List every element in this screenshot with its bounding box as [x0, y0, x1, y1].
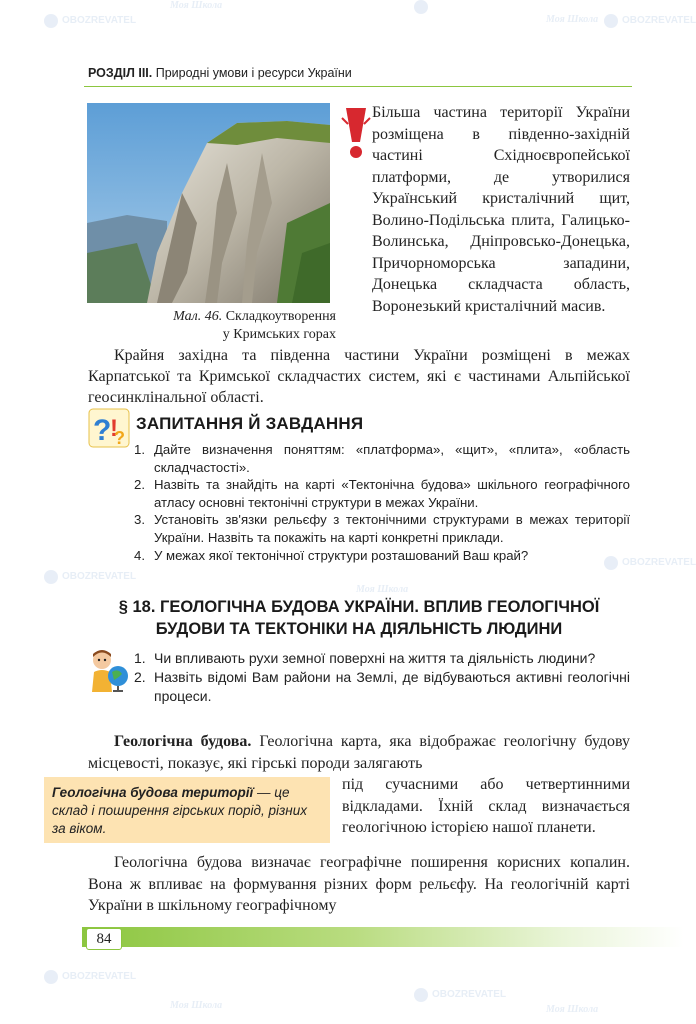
watermark-school: Моя Школа	[170, 0, 223, 11]
minerals-paragraph: Геологічна будова визначає географічне поширення корисних копалин. Вона ж впливає на формування різних форм рельєфу. На геологічній карті України в шкільному географічному	[88, 854, 630, 914]
header-divider	[84, 86, 632, 87]
watermark-logo-icon	[44, 570, 58, 584]
paragraph-text: Геологічна карта, яка відображає геологічну будову місцевості, показує, які гірські породи залягають	[88, 733, 631, 772]
paragraph-title	[88, 596, 630, 640]
watermark-school: Моя Школа	[546, 1004, 599, 1015]
preliminary-question-item	[134, 668, 630, 706]
svg-text:?: ?	[93, 414, 112, 447]
question-number: 3.	[134, 512, 145, 528]
watermark-logo-icon	[44, 14, 58, 28]
figure-caption-line2: у Кримських горах	[222, 327, 336, 342]
watermark-brand: OBOZREVATEL	[432, 989, 507, 1000]
questions-title: ЗАПИТАННЯ Й ЗАВДАННЯ	[136, 414, 364, 433]
watermark-brand: OBOZREVATEL	[62, 571, 137, 582]
watermark-logo-icon	[414, 988, 428, 1002]
watermark-school: Моя Школа	[170, 1000, 223, 1011]
question-number: 1.	[134, 650, 146, 666]
watermark-brand: OBOZREVATEL	[62, 971, 137, 982]
exclamation-icon	[340, 106, 374, 164]
questions-list	[134, 441, 630, 564]
definition-rest: — це склад і поширення гірських порід, різних за віком.	[52, 785, 307, 836]
watermark-logo-icon	[44, 970, 58, 984]
question-item	[134, 547, 630, 565]
section-header	[88, 66, 352, 80]
question-text: Чи впливають рухи земної поверхні на життя та діяльність людини?	[154, 650, 596, 666]
question-item	[134, 441, 630, 476]
section-label: РОЗДІЛ ІІІ.	[88, 66, 153, 80]
question-marks-icon	[88, 406, 132, 450]
question-number: 4.	[134, 547, 145, 563]
svg-text:!: !	[110, 415, 118, 442]
watermark-brand: OBOZREVATEL	[622, 557, 696, 568]
question-text: Назвіть відомі Вам райони на Землі, де відбуваються активні геологічні процеси.	[154, 669, 630, 704]
definition-term: Геологічна будова території	[52, 785, 254, 800]
watermark-brand: OBOZREVATEL	[622, 15, 696, 26]
page-number: 84	[86, 928, 122, 950]
geological-structure-paragraph	[88, 731, 630, 774]
paragraph-title-line1: § 18. ГЕОЛОГІЧНА БУДОВА УКРАЇНИ. ВПЛИВ ГЕОЛОГІЧНОЇ	[118, 598, 600, 616]
paragraph-title-line2: БУДОВИ ТА ТЕКТОНІКИ НА ДІЯЛЬНІСТЬ ЛЮДИНИ	[155, 620, 563, 638]
question-text: У межах якої тектонічної структури розташований Ваш край?	[154, 547, 529, 563]
watermark-school: Моя Школа	[546, 14, 599, 25]
section-title: Природні умови і ресурси України	[155, 66, 352, 80]
question-number: 1.	[134, 442, 145, 457]
question-text: Дайте визначення поняттям: «платформа», «щит», «плита», «область складчастості».	[154, 442, 630, 475]
definition-text	[52, 784, 324, 838]
continuation-paragraph: під сучасними або четвертинними відкладами. Їхній склад визначається геологічною історією нашої планети.	[342, 776, 630, 836]
question-text: Назвіть та знайдіть на карті «Тектонічна будова» шкільного географічного атласу основні тектонічні структури в межах України.	[154, 477, 630, 510]
preliminary-questions	[134, 649, 630, 706]
watermark-logo-icon	[604, 14, 618, 28]
svg-text:?: ?	[114, 428, 125, 448]
question-text: Установіть зв'язки рельєфу з тектонічними структурами в межах території України. Назвіть та покажіть на карті конкретні приклади.	[154, 512, 630, 545]
tectonic-paragraph: Крайня західна та південна частини України розміщені в межах Карпатської та Кримської складчастих систем, які є частинами Альпійської геосинклінальної області.	[88, 347, 630, 406]
footer-bar	[82, 927, 684, 947]
intro-paragraph: Більша частина території України розміщена в південно-західній частині Східноєвропейської платформи, де утворилися Український кристалічний щит, Волино-Подільська плита, Галицько-Волинська, Дніпровсько-Донецька, Причорноморська западини, Донецька складчаста область, Воронезький кристалічний масив.	[372, 104, 630, 315]
figure-label: Мал. 46.	[173, 309, 223, 324]
question-number: 2.	[134, 669, 146, 685]
watermark-brand: OBOZREVATEL	[62, 15, 137, 26]
question-item	[134, 476, 630, 511]
figure-caption	[96, 308, 336, 344]
watermark-logo-icon	[414, 0, 428, 14]
question-number: 2.	[134, 477, 145, 493]
figure-caption-line1: Складкоутворення	[225, 309, 336, 324]
watermark-school: Моя Школа	[356, 584, 409, 595]
kid-globe-icon	[88, 648, 130, 692]
term-heading: Геологічна будова.	[114, 733, 252, 750]
question-item	[134, 511, 630, 546]
figure-photo-crimean-mountains	[87, 103, 330, 303]
preliminary-question-item	[134, 649, 630, 668]
watermark-logo-icon	[604, 556, 618, 570]
